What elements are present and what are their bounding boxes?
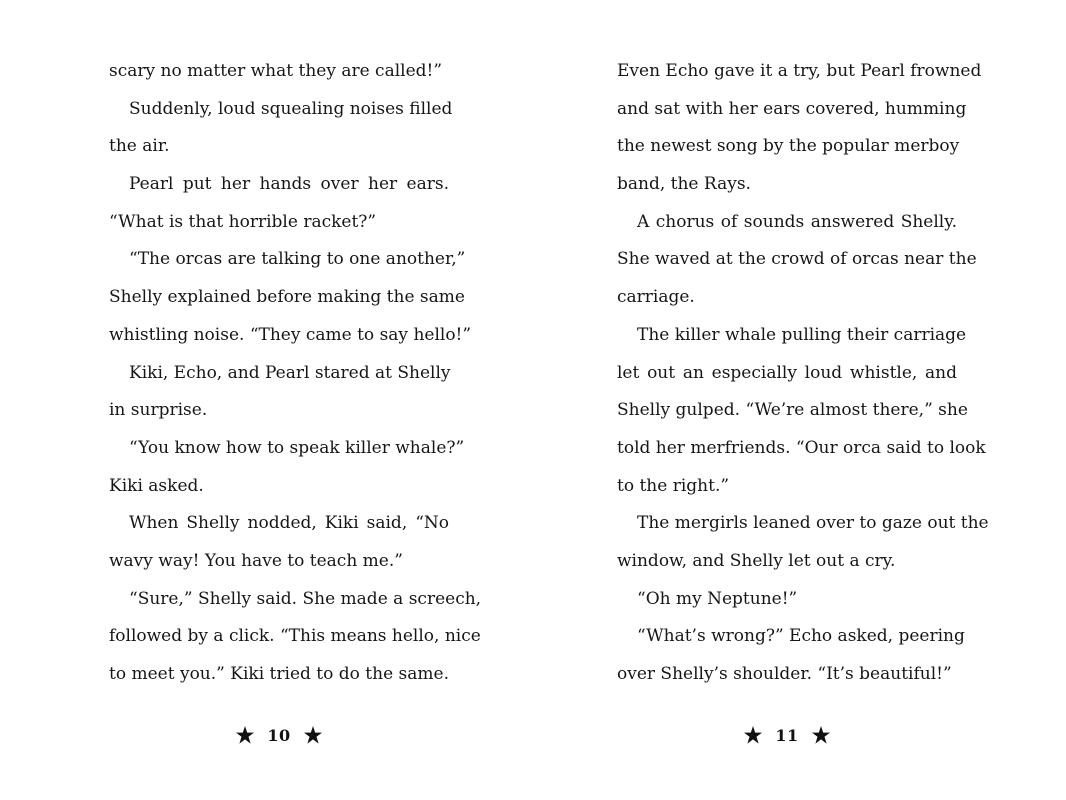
text-line: “You know how to speak killer whale?” (129, 437, 465, 458)
text-line: Shelly explained before making the same (109, 287, 465, 308)
text-line: wavy way! You have to teach me.” (109, 550, 403, 571)
text-line: scary no matter what they are called!” (109, 61, 443, 81)
text-line: When Shelly nodded, Kiki said, “No (129, 513, 449, 534)
right-page-text (617, 53, 989, 694)
text-line: She waved at the crowd of orcas near the (617, 249, 977, 270)
text-line: Kiki asked. (109, 475, 204, 496)
text-line: in surprise. (109, 400, 208, 421)
star-icon (743, 725, 763, 745)
text-line: A chorus of sounds answered Shelly. (637, 211, 957, 232)
text-line: “Oh my Neptune!” (637, 588, 798, 609)
text-line: Even Echo gave it a try, but Pearl frowned (617, 61, 982, 81)
text-line: the newest song by the popular merboy (617, 136, 960, 157)
text-line: whistling noise. “They came to say hello!” (109, 324, 472, 345)
text-line: to meet you.” Kiki tried to do the same. (109, 664, 449, 684)
page-number: 10 (267, 725, 291, 745)
text-line: “What is that horrible racket?” (109, 211, 377, 232)
text-line: the air. (109, 136, 170, 157)
text-line: to the right.” (617, 475, 730, 496)
right-page-folio (717, 720, 857, 750)
text-line: over Shelly’s shoulder. “It’s beautiful!” (617, 664, 952, 684)
text-line: told her merfriends. “Our orca said to look (617, 437, 986, 458)
text-line: Suddenly, loud squealing noises filled (129, 98, 453, 119)
star-icon (811, 725, 831, 745)
text-line: The mergirls leaned over to gaze out the (637, 513, 989, 534)
text-line: Shelly gulped. “We’re almost there,” she (617, 400, 968, 421)
text-line: and sat with her ears covered, humming (617, 98, 967, 119)
star-icon (303, 725, 323, 745)
text-line: Pearl put her hands over her ears. (129, 174, 449, 195)
text-line: Kiki, Echo, and Pearl stared at Shelly (129, 362, 451, 383)
text-line: “Sure,” Shelly said. She made a screech, (129, 588, 482, 609)
text-line: window, and Shelly let out a cry. (617, 550, 896, 571)
text-line: let out an especially loud whistle, and (617, 362, 957, 383)
page-number: 11 (775, 725, 799, 745)
star-icon (235, 725, 255, 745)
text-line: followed by a click. “This means hello, nice (109, 626, 481, 647)
text-line: “What’s wrong?” Echo asked, peering (637, 626, 965, 647)
text-line: The killer whale pulling their carriage (637, 324, 967, 345)
text-line: carriage. (617, 287, 695, 308)
left-page-text (109, 53, 482, 694)
left-page-folio (209, 720, 349, 750)
text-line: band, the Rays. (617, 174, 751, 195)
text-line: “The orcas are talking to one another,” (129, 249, 466, 270)
